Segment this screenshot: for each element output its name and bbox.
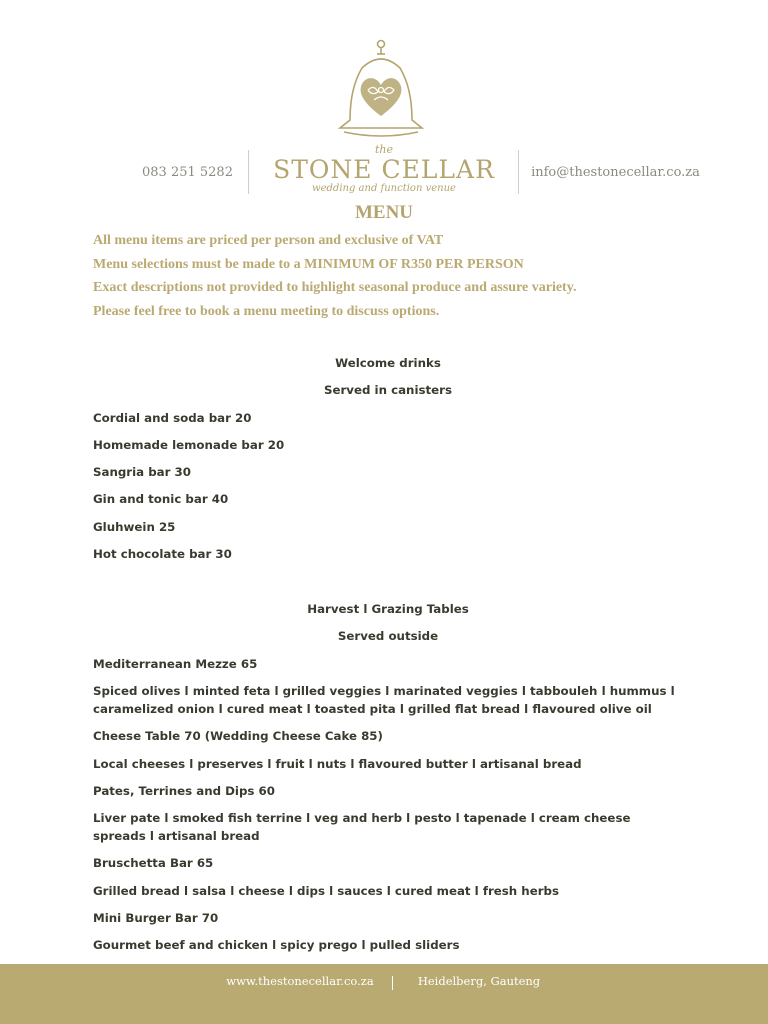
menu-item-desc: Gourmet beef and chicken l spicy prego l pulled sliders: [93, 938, 460, 953]
note-line: Menu selections must be made to a MINIMUM OF R350 PER PERSON: [93, 256, 524, 272]
divider-right: [518, 150, 519, 194]
menu-content: [93, 354, 683, 954]
menu-item-name: Mediterranean Mezze 65: [93, 656, 258, 671]
menu-item: Gin and tonic bar 40: [93, 492, 229, 507]
email-address: info@thestonecellar.co.za: [531, 165, 700, 180]
menu-item-desc: Liver pate l smoked fish terrine l veg and herb l pesto l tapenade l cream cheese spreads l artisanal bread: [93, 811, 631, 844]
footer-location: Heidelberg, Gauteng: [417, 974, 541, 988]
menu-item-name: Pates, Terrines and Dips 60: [93, 783, 275, 798]
brand-the: the: [374, 143, 393, 156]
menu-item-desc: Grilled bread l salsa l cheese l dips l sauces l cured meat l fresh herbs: [93, 883, 559, 898]
menu-item: Hot chocolate bar 30: [93, 547, 232, 562]
note-line: Exact descriptions not provided to highlight seasonal produce and assure variety.: [93, 280, 577, 296]
bell-cloche-heart-icon: [332, 38, 436, 142]
section-heading-welcome: Welcome drinks: [335, 356, 441, 370]
section-subheading-harvest: Served outside: [337, 629, 439, 644]
note-line: All menu items are priced per person and exclusive of VAT: [93, 233, 444, 248]
menu-item-name: Cheese Table 70 (Wedding Cheese Cake 85): [93, 729, 383, 744]
brand-name: STONE CELLAR: [273, 155, 495, 184]
footer-website-link[interactable]: www.thestonecellar.co.za: [226, 974, 374, 988]
menu-item-name: Bruschetta Bar 65: [93, 856, 214, 871]
brand-tagline: wedding and function venue: [312, 183, 456, 194]
menu-item-desc: Local cheeses l preserves l fruit l nuts l flavoured butter l artisanal bread: [93, 756, 582, 771]
section-subheading-welcome: Served in canisters: [323, 383, 452, 398]
footer-bar: [0, 964, 768, 1024]
footer-divider: [392, 976, 393, 990]
divider-left: [248, 150, 249, 194]
menu-item: Gluhwein 25: [93, 519, 176, 534]
menu-notes: [93, 233, 713, 328]
phone-number: 083 251 5282: [142, 165, 233, 180]
menu-item: Sangria bar 30: [93, 465, 191, 480]
menu-item-name: Mini Burger Bar 70: [93, 911, 219, 926]
menu-item: Homemade lemonade bar 20: [93, 437, 285, 452]
letterhead: [0, 0, 768, 205]
menu-item-desc: Spiced olives l minted feta l grilled veggies l marinated veggies l tabbouleh l hummus l caramelized onion l cured meat l toasted pita l grilled flat bread l flavoured olive oil: [93, 683, 675, 716]
page-title: MENU: [354, 202, 414, 223]
section-heading-harvest: Harvest l Grazing Tables: [307, 602, 469, 617]
menu-item: Cordial and soda bar 20: [93, 410, 252, 425]
note-line: Please feel free to book a menu meeting to discuss options.: [93, 304, 440, 320]
